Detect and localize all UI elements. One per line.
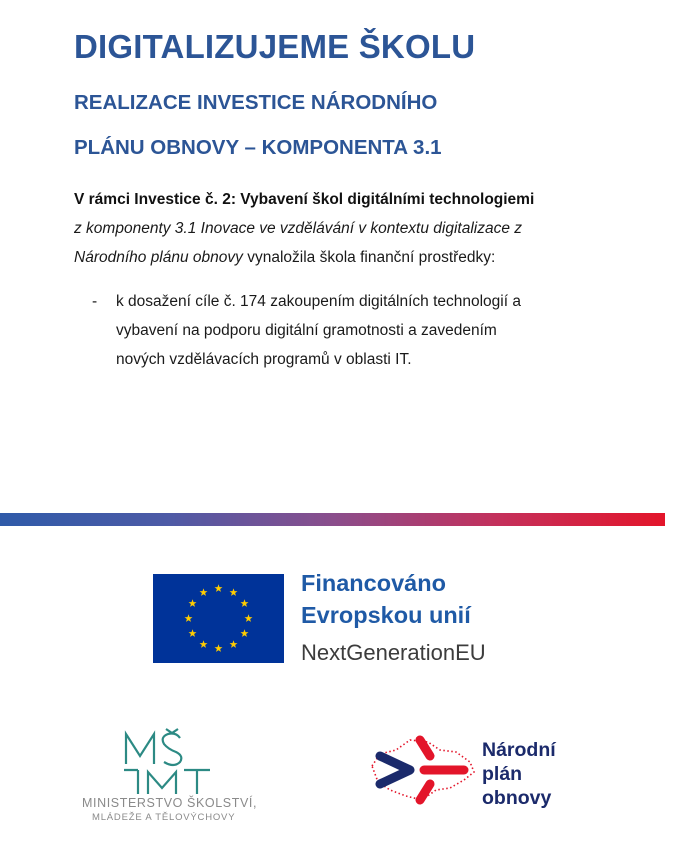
eu-star-icon: [240, 599, 248, 607]
eu-funded-line-1: Financováno: [301, 570, 446, 596]
eu-star-icon: [189, 599, 197, 607]
plan-name-italic: Národního plánu obnovy: [74, 249, 243, 266]
npo-title-line-1: Národní: [482, 739, 556, 761]
eu-stars: [153, 574, 284, 663]
eu-star-icon: [230, 640, 238, 648]
next-generation-eu: NextGenerationEU: [301, 640, 486, 665]
eu-flag-icon: [153, 574, 284, 663]
component-line: [74, 220, 522, 238]
bullet-marker: -: [92, 293, 98, 310]
investment-heading: V rámci Investice č. 2: Vybavení škol digitálními technologiemi: [74, 191, 535, 208]
eu-star-icon: [240, 629, 248, 637]
bullet-line-3: nových vzdělávacích programů v oblasti IT.: [116, 351, 412, 368]
bullet-line-2: vybavení na podporu digitální gramotnosti a zavedením: [116, 322, 497, 339]
plan-line: [74, 249, 495, 267]
msmt-name-line-1: MINISTERSTVO ŠKOLSTVÍ,: [82, 796, 258, 810]
page-title: DIGITALIZUJEME ŠKOLU: [74, 28, 476, 65]
npo-title-line-3: obnovy: [482, 787, 552, 809]
eu-star-icon: [230, 588, 238, 596]
eu-star-icon: [200, 640, 208, 648]
gradient-divider: [0, 513, 665, 526]
component-line-italic: z komponenty 3.1 Inovace ve vzdělávání v kontextu digitalizace z: [74, 220, 523, 237]
eu-star-icon: [189, 629, 197, 637]
msmt-name-line-2: MLÁDEŽE A TĚLOVÝCHOVY: [92, 812, 236, 823]
eu-star-icon: [200, 588, 208, 596]
eu-star-icon: [245, 614, 253, 622]
plan-line-rest: vynaložila škola finanční prostředky:: [242, 249, 496, 266]
page-subtitle-line-2: PLÁNU OBNOVY – KOMPONENTA 3.1: [74, 136, 442, 159]
eu-star-icon: [185, 614, 193, 622]
eu-funded-line-2: Evropskou unií: [301, 602, 471, 628]
eu-star-icon: [215, 644, 223, 652]
eu-star-icon: [215, 584, 223, 592]
npo-title-line-2: plán: [482, 763, 523, 785]
msmt-logo-icon: [118, 728, 228, 796]
bullet-line-1: k dosažení cíle č. 174 zakoupením digitálních technologií a: [116, 293, 521, 310]
page-subtitle-line-1: REALIZACE INVESTICE NÁRODNÍHO: [74, 91, 438, 114]
npo-logo-icon: [366, 728, 478, 808]
